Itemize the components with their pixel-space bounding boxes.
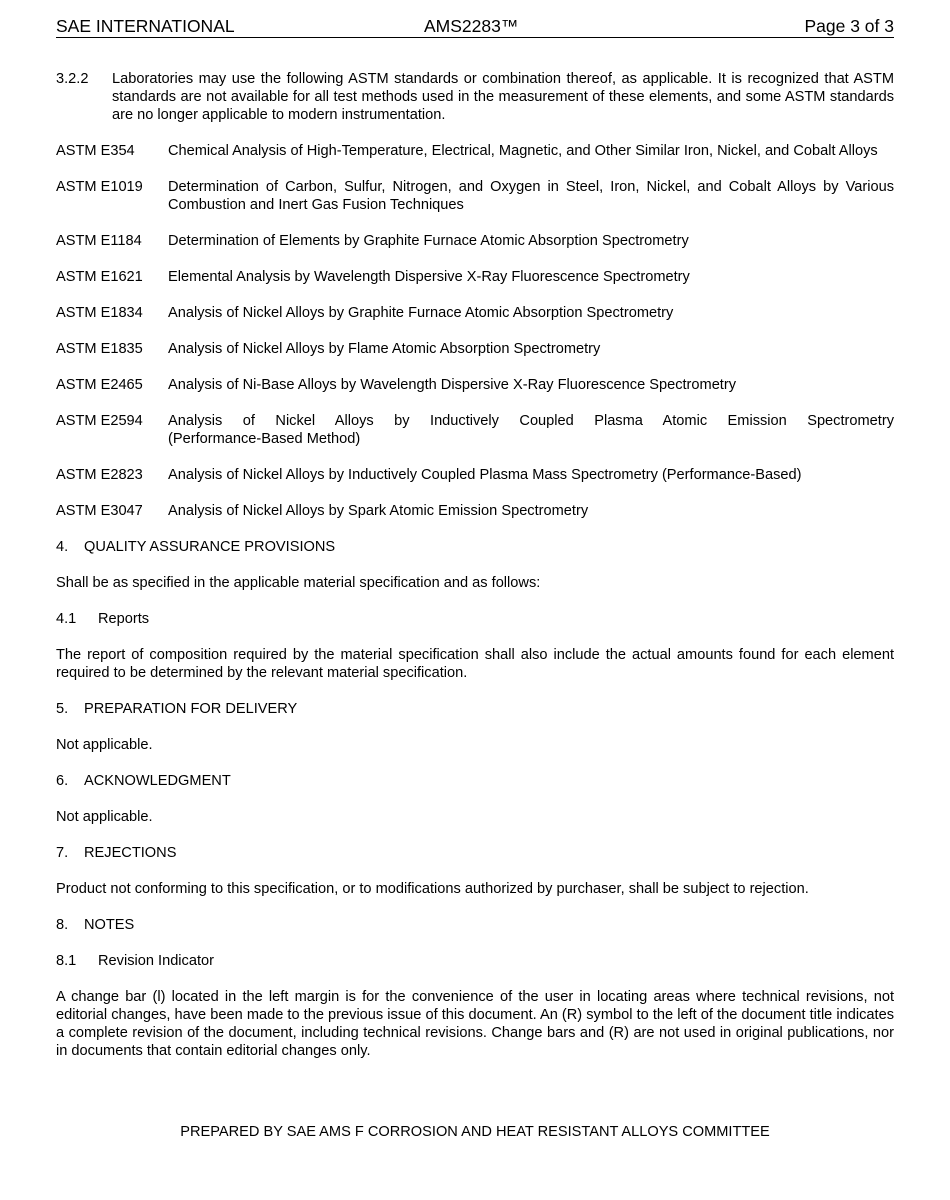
standard-desc: Determination of Carbon, Sulfur, Nitrogen, and Oxygen in Steel, Iron, Nickel, and Cobalt Alloys by Various Combustion and Inert Gas Fusion Techniques [168, 179, 894, 213]
page-header [56, 15, 894, 38]
section-title: ACKNOWLEDGMENT [84, 773, 231, 789]
header-doc-number: AMS2283™ [424, 16, 519, 36]
standard-desc: Analysis of Nickel Alloys by Spark Atomic Emission Spectrometry [168, 503, 589, 519]
section-heading-8 [56, 916, 894, 934]
standard-row [56, 340, 894, 358]
header-page-number: Page 3 of 3 [804, 16, 894, 36]
standard-row [56, 376, 894, 394]
section-4-text: Shall be as specified in the applicable material specification and as follows: [56, 575, 541, 591]
standard-row [56, 142, 894, 160]
standard-row [56, 232, 894, 250]
standard-code: ASTM E3047 [56, 503, 143, 519]
standard-row [56, 178, 894, 214]
standard-desc: Analysis of Nickel Alloys by Graphite Furnace Atomic Absorption Spectrometry [168, 305, 674, 321]
standard-desc: Elemental Analysis by Wavelength Dispersive X-Ray Fluorescence Spectrometry [168, 269, 690, 285]
paragraph-number: 3.2.2 [56, 71, 89, 87]
subsection-heading-8-1 [56, 952, 894, 970]
subsection-number: 4.1 [56, 611, 77, 627]
standard-code: ASTM E1834 [56, 305, 143, 321]
document-body [56, 70, 894, 1078]
section-number: 5. [56, 701, 69, 717]
standard-desc [168, 412, 894, 448]
section-6-text: Not applicable. [56, 809, 153, 825]
standard-desc: Analysis of Nickel Alloys by Flame Atomic Absorption Spectrometry [168, 341, 601, 357]
paragraph-3-2-2 [56, 70, 894, 124]
subsection-4-1-text: The report of composition required by the material specification shall also include the actual amounts found for each element required to be determined by the relevant material specification. [56, 647, 894, 681]
standard-desc-line2: (Performance-Based Method) [168, 431, 361, 447]
standard-code: ASTM E354 [56, 143, 135, 159]
paragraph-text: Laboratories may use the following ASTM standards or combination thereof, as applicable. It is recognized that ASTM standards are not available for all test methods used in the measurement of these elements, and some ASTM standards are no longer applicable to modern instrumentation. [112, 71, 894, 123]
section-7-text: Product not conforming to this specification, or to modifications authorized by purchaser, shall be subject to rejection. [56, 881, 809, 897]
section-heading-4 [56, 538, 894, 556]
standard-code: ASTM E2823 [56, 467, 143, 483]
section-title: NOTES [84, 917, 135, 933]
section-number: 4. [56, 539, 69, 555]
standard-code: ASTM E1835 [56, 341, 143, 357]
standard-code: ASTM E2465 [56, 377, 143, 393]
section-5-text: Not applicable. [56, 737, 153, 753]
header-org: SAE INTERNATIONAL [56, 16, 235, 36]
standard-code: ASTM E1019 [56, 179, 143, 195]
subsection-number: 8.1 [56, 953, 77, 969]
section-heading-7 [56, 844, 894, 862]
standard-desc-line1: Analysis of Nickel Alloys by Inductively Coupled Plasma Atomic Emission Spectrometry [168, 413, 894, 429]
standard-row [56, 304, 894, 322]
page-footer: PREPARED BY SAE AMS F CORROSION AND HEAT RESISTANT ALLOYS COMMITTEE [180, 1124, 770, 1140]
standard-desc: Determination of Elements by Graphite Furnace Atomic Absorption Spectrometry [168, 233, 689, 249]
standard-desc: Analysis of Ni-Base Alloys by Wavelength Dispersive X-Ray Fluorescence Spectrometry [168, 377, 737, 393]
standard-row [56, 268, 894, 286]
section-heading-5 [56, 700, 894, 718]
section-number: 7. [56, 845, 69, 861]
standard-code: ASTM E2594 [56, 413, 143, 429]
subsection-title: Revision Indicator [98, 953, 214, 969]
standard-row [56, 502, 894, 520]
section-number: 6. [56, 773, 69, 789]
standard-desc: Chemical Analysis of High-Temperature, Electrical, Magnetic, and Other Similar Iron, Nickel, and Cobalt Alloys [168, 143, 878, 159]
section-number: 8. [56, 917, 69, 933]
section-title: PREPARATION FOR DELIVERY [84, 701, 298, 717]
standard-code: ASTM E1184 [56, 233, 142, 249]
standard-desc: Analysis of Nickel Alloys by Inductively Coupled Plasma Mass Spectrometry (Performance-Based) [168, 467, 802, 483]
section-title: REJECTIONS [84, 845, 177, 861]
standard-row [56, 466, 894, 484]
standard-code: ASTM E1621 [56, 269, 143, 285]
subsection-title: Reports [98, 611, 150, 627]
standard-row [56, 412, 894, 448]
subsection-8-1-text: A change bar (l) located in the left margin is for the convenience of the user in locating areas where technical revisions, not editorial changes, have been made to the previous issue of this document. An (R) symbol to the left of the document title indicates a complete revision of the document, including technical revisions. Change bars and (R) are not used in original publications, nor in documents that contain editorial changes only. [56, 989, 894, 1059]
section-title: QUALITY ASSURANCE PROVISIONS [84, 539, 336, 555]
section-heading-6 [56, 772, 894, 790]
subsection-heading-4-1 [56, 610, 894, 628]
